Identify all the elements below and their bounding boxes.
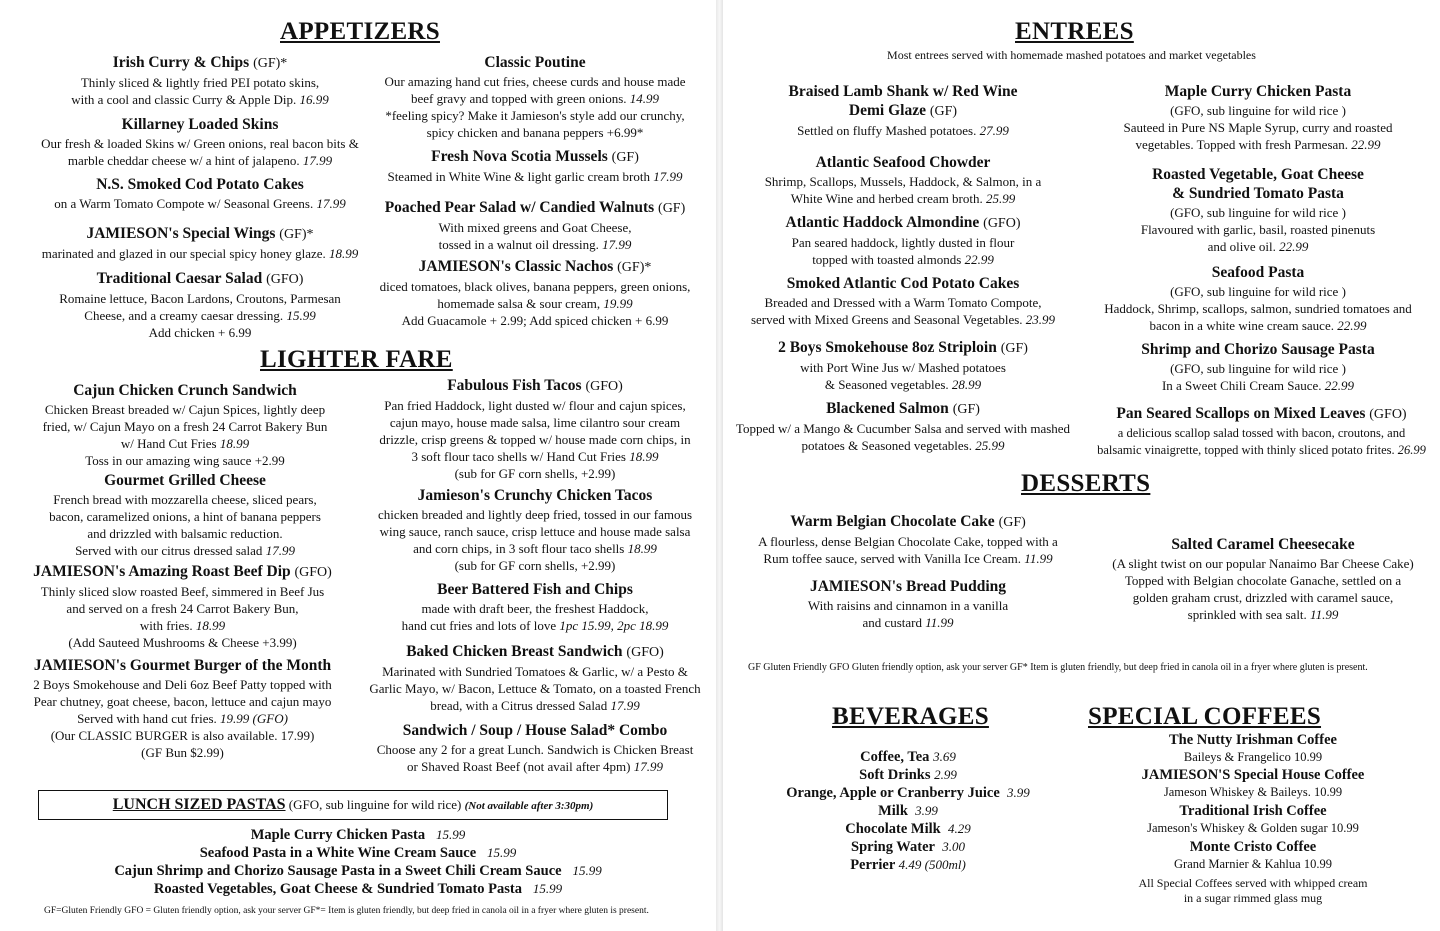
item-price: 16.99 <box>299 92 329 107</box>
item-name: N.S. Smoked Cod Potato Cakes <box>96 176 304 193</box>
item-price: 15.99 <box>286 308 316 323</box>
item-extra: Add chicken + 6.99 <box>148 325 252 340</box>
item-price: 26.99 <box>1397 443 1426 457</box>
item-name: Gourmet Grilled Cheese <box>104 472 266 489</box>
beverage-item: Perrier 4.49 (500ml) <box>850 857 966 873</box>
item-name: Shrimp and Chorizo Sausage Pasta <box>1141 341 1375 358</box>
item-price: 22.99 <box>964 252 994 267</box>
menu-item <box>360 53 710 141</box>
menu-item <box>10 381 360 469</box>
beverages-list <box>743 748 1073 874</box>
menu-item <box>723 213 1083 268</box>
item-desc: with Port Wine Jus w/ Mashed potatoes & Seasoned vegetables. <box>800 360 1006 392</box>
item-tag: (GF) <box>929 104 958 119</box>
item-desc: Our amazing hand cut fries, cheese curds and house made beef gravy and topped with green onions. <box>384 74 686 106</box>
item-price: 25.99 <box>986 191 1016 206</box>
item-name: JAMIESON's Special Wings <box>86 225 276 242</box>
item-name: Killarney Loaded Skins <box>121 116 279 133</box>
item-extra: (Add Sauteed Mushrooms & Cheese +3.99) <box>68 635 297 650</box>
item-price: 22.99 <box>1351 137 1381 152</box>
coffee-name: Traditional Irish Coffee <box>1179 803 1327 819</box>
item-price: 22.99 <box>1337 318 1367 333</box>
item-desc: Shrimp, Scallops, Mussels, Haddock, & Salmon, in a White Wine and herbed cream broth. <box>764 174 1042 206</box>
gluten-footnote: GF=Gluten Friendly GFO = Gluten friendly option, ask your server GF*= Item is gluten friendly, but deep fried in canola oil in a fryer where gluten is present. <box>44 906 649 916</box>
item-tag: (GF)* <box>617 260 652 275</box>
item-desc: chicken breaded and lightly deep fried, tossed in our famous wing sauce, ranch sauce, crisp lettuce and house made salsa and corn chips, in 3 soft flour taco shells <box>377 507 693 556</box>
item-tag: (GFO) <box>294 565 332 580</box>
item-name: Atlantic Seafood Chowder <box>815 154 991 171</box>
lunch-pasta-item: Maple Curry Chicken Pasta 15.99 <box>250 827 466 843</box>
item-name: Baked Chicken Breast Sandwich <box>406 643 623 660</box>
item-desc: Topped w/ a Mango & Cucumber Salsa and served with mashed potatoes & Seasoned vegetables. <box>735 421 1071 453</box>
item-desc: Thinly sliced slow roasted Beef, simmered in Beef Jus and served on a fresh 24 Carrot Bakery Bun, with fries. <box>40 584 325 633</box>
item-price: 17.99 <box>265 543 295 558</box>
menu-item <box>723 399 1083 454</box>
item-price: 23.99 <box>1025 312 1056 327</box>
item-desc: Breaded and Dressed with a Warm Tomato Compote, served with Mixed Greens and Seasonal Vegetables. <box>750 295 1042 327</box>
beverages-heading: BEVERAGES <box>832 703 989 730</box>
coffee-desc: Baileys & Frangelico 10.99 <box>1183 750 1323 764</box>
item-tag: (GF) <box>611 150 639 165</box>
menu-item <box>1083 340 1433 394</box>
lunch-pastas-note: (Not available after 3:30pm) <box>464 800 594 812</box>
lunch-pastas-list <box>0 826 716 898</box>
menu-item <box>360 486 710 574</box>
item-desc: 2 Boys Smokehouse and Deli 6oz Beef Patty topped with Pear chutney, goat cheese, bacon, lettuce and cajun mayo Served with hand cut fries. <box>33 677 332 726</box>
item-name: Classic Poutine <box>484 54 586 71</box>
menu-item <box>10 224 390 262</box>
item-name: 2 Boys Smokehouse 8oz Striploin <box>778 339 997 356</box>
lunch-pasta-item: Seafood Pasta in a White Wine Cream Sauce 15.99 <box>199 845 517 861</box>
item-name: Beer Battered Fish and Chips <box>437 581 633 598</box>
item-desc: a delicious scallop salad tossed with bacon, croutons, and balsamic vinaigrette, topped with thinly sliced potato frites. <box>1097 426 1406 457</box>
item-name: Jamieson's Crunchy Chicken Tacos <box>417 487 653 504</box>
item-name: Atlantic Haddock Almondine <box>785 214 980 231</box>
item-name: Traditional Caesar Salad <box>96 270 263 287</box>
item-desc: (GFO, sub linguine for wild rice ) Sauteed in Pure NS Maple Syrup, curry and roasted vegetables. Topped with fresh Parmesan. <box>1123 103 1393 152</box>
item-tag: (GF) <box>658 201 686 216</box>
menu-item <box>723 82 1083 139</box>
item-desc: Our fresh & loaded Skins w/ Green onions, real bacon bits & marble cheddar cheese w/ a hint of jalapeno. <box>41 136 359 168</box>
item-price: 19.99 <box>603 296 633 311</box>
item-tag: (GFO) <box>626 645 664 660</box>
menu-item <box>723 153 1083 207</box>
item-price: 17.99 <box>610 698 640 713</box>
item-name: Irish Curry & Chips <box>112 54 250 71</box>
coffee-desc: Grand Marnier & Kahlua 10.99 <box>1174 857 1332 871</box>
item-price: 17.99 <box>316 196 346 211</box>
item-price: 18.99 <box>195 618 226 633</box>
item-price: 28.99 <box>951 377 982 392</box>
menu-item <box>1083 263 1433 334</box>
item-price: 17.99 <box>602 237 632 252</box>
item-name: Braised Lamb Shank w/ Red Wine Demi Glaze <box>788 83 1018 119</box>
menu-item <box>355 642 715 714</box>
item-desc: Choose any 2 for a great Lunch. Sandwich is Chicken Breast or Shaved Roast Beef (not avail after 4pm) <box>376 742 694 774</box>
lunch-pastas-banner <box>38 790 668 820</box>
coffee-name: Monte Cristo Coffee <box>1189 839 1317 855</box>
menu-item <box>355 257 715 329</box>
item-desc: diced tomatoes, black olives, banana peppers, green onions, homemade salsa & sour cream, <box>379 279 691 311</box>
item-price: 17.99 <box>653 169 683 184</box>
gluten-footnote: GF Gluten Friendly GFO Gluten friendly option, ask your server GF* Item is gluten friendly, but deep fried in canola oil in a fryer where gluten is present. <box>748 662 1368 673</box>
menu-item <box>10 471 360 559</box>
coffee-desc: Jameson's Whiskey & Golden sugar 10.99 <box>1147 821 1359 835</box>
beverage-item: Coffee, Tea 3.69 <box>860 749 956 765</box>
menu-item <box>5 656 360 761</box>
menu-item <box>733 577 1083 631</box>
item-desc: French bread with mozzarella cheese, sliced pears, bacon, caramelized onions, a hint of banana peppers and drizzled with balsamic reduction. Served with our citrus dressed salad <box>49 492 321 558</box>
item-extra: Toss in our amazing wing sauce +2.99 <box>85 453 285 468</box>
item-name: Roasted Vegetable, Goat Cheese & Sundried Tomato Pasta <box>1152 166 1364 202</box>
coffee-desc: Jameson Whiskey & Baileys. 10.99 <box>1163 785 1343 799</box>
item-price: 17.99 <box>633 759 663 774</box>
menu-item <box>1083 82 1433 153</box>
item-price: 19.99 (GFO) <box>220 711 288 726</box>
left-menu-page <box>0 0 716 931</box>
page-fold <box>716 0 723 931</box>
item-desc: made with draft beer, the freshest Haddock, hand cut fries and lots of love <box>401 601 649 633</box>
menu-item <box>733 512 1083 567</box>
menu-item <box>1083 404 1440 459</box>
item-price: 11.99 <box>925 615 954 630</box>
menu-item <box>1093 535 1433 623</box>
item-name: Pan Seared Scallops on Mixed Leaves <box>1116 405 1366 422</box>
menu-item <box>360 376 710 482</box>
beverage-item: Milk 3.99 <box>878 803 938 819</box>
item-name: JAMIESON's Bread Pudding <box>809 578 1007 595</box>
item-desc: (GFO, sub linguine for wild rice ) Flavoured with garlic, basil, roasted pinenuts and olive oil. <box>1140 205 1376 254</box>
item-name: JAMIESON's Amazing Roast Beef Dip <box>33 563 291 580</box>
item-name: Seafood Pasta <box>1211 264 1305 281</box>
item-name: JAMIESON's Gourmet Burger of the Month <box>33 657 332 674</box>
item-price: 25.99 <box>975 438 1005 453</box>
item-price: 18.99 <box>219 436 250 451</box>
appetizers-heading: APPETIZERS <box>280 18 440 45</box>
item-desc: (A slight twist on our popular Nanaimo Bar Cheese Cake) Topped with Belgian chocolate Ganache, settled on a golden graham crust, drizzled with caramel sauce, sprinkled with sea salt. <box>1112 556 1414 622</box>
item-name: Blackened Salmon <box>826 400 949 417</box>
item-tag: (GF) <box>998 515 1026 530</box>
menu-item <box>5 562 360 651</box>
item-name: Salted Caramel Cheesecake <box>1171 536 1355 553</box>
menu-item <box>355 147 715 185</box>
item-name: Poached Pear Salad w/ Candied Walnuts <box>384 199 655 216</box>
item-price: 14.99 <box>629 91 660 106</box>
item-desc: on a Warm Tomato Compote w/ Seasonal Greens. <box>54 196 314 211</box>
coffees-note: All Special Coffees served with whipped cream in a sugar rimmed glass mug <box>1138 876 1368 905</box>
menu-item <box>10 175 390 212</box>
lighter-fare-heading: LIGHTER FARE <box>260 346 453 373</box>
item-name: Maple Curry Chicken Pasta <box>1164 83 1352 100</box>
coffee-name: JAMIESON'S Special House Coffee <box>1141 767 1365 783</box>
beverage-item: Chocolate Milk 4.29 <box>845 821 971 837</box>
item-extra: Add Guacamole + 2.99; Add spiced chicken + 6.99 <box>401 313 669 328</box>
item-desc: Chicken Breast breaded w/ Cajun Spices, lightly deep fried, w/ Cajun Mayo on a fresh 24 Carrot Bakery Bun w/ Hand Cut Fries <box>42 402 328 451</box>
item-tag: (GFO) <box>983 216 1021 231</box>
lunch-pastas-title: LUNCH SIZED PASTAS <box>112 796 286 813</box>
item-extra: (sub for GF corn shells, +2.99) <box>454 466 616 481</box>
item-name: Sandwich / Soup / House Salad* Combo <box>402 722 668 739</box>
item-price: 1pc 15.99, 2pc 18.99 <box>559 618 669 633</box>
entrees-heading: ENTREES <box>1015 18 1134 45</box>
lunch-pasta-item: Cajun Shrimp and Chorizo Sausage Pasta in a Sweet Chili Cream Sauce 15.99 <box>114 863 602 879</box>
item-extra: (sub for GF corn shells, +2.99) <box>454 558 616 573</box>
beverage-item: Soft Drinks 2.99 <box>859 767 957 783</box>
right-menu-page <box>723 0 1440 931</box>
menu-item <box>723 274 1083 328</box>
desserts-heading: DESSERTS <box>1021 470 1151 497</box>
item-tag: (GF)* <box>279 227 314 242</box>
item-desc: A flourless, dense Belgian Chocolate Cake, topped with a Rum toffee sauce, served with Vanilla Ice Cream. <box>758 534 1058 566</box>
item-desc: Pan seared haddock, lightly dusted in flour topped with toasted almonds <box>791 235 1015 267</box>
item-price: 27.99 <box>979 123 1009 138</box>
item-price: 18.99 <box>329 246 359 261</box>
item-extra: (Our CLASSIC BURGER is also available. 17.99) (GF Bun $2.99) <box>50 728 315 760</box>
item-desc: Pan fried Haddock, light dusted w/ flour and cajun spices, cajun mayo, house made salsa, lime cilantro sour cream drizzle, crisp greens & topped w/ house made corn chips, in 3 soft flour taco shells w/ Hand Cut Fries <box>379 398 691 464</box>
item-desc: Marinated with Sundried Tomatoes & Garlic, w/ a Pesto & Garlic Mayo, w/ Bacon, Lettuce & Tomato, on a toasted French bread, with a Citrus dressed Salad <box>369 664 701 713</box>
lunch-pasta-item: Roasted Vegetables, Goat Cheese & Sundried Tomato Pasta 15.99 <box>153 881 563 897</box>
item-desc: marinated and glazed in our special spicy honey glaze. <box>41 246 326 261</box>
menu-item <box>355 721 715 775</box>
beverage-item: Orange, Apple or Cranberry Juice 3.99 <box>786 785 1030 801</box>
item-price: 22.99 <box>1279 239 1309 254</box>
item-desc: (GFO, sub linguine for wild rice ) Haddock, Shrimp, scallops, salmon, sundried tomatoes and bacon in a white wine cream sauce. <box>1104 284 1412 333</box>
item-name: Fabulous Fish Tacos <box>447 377 582 394</box>
item-price: 18.99 <box>629 449 659 464</box>
item-desc: Romaine lettuce, Bacon Lardons, Croutons, Parmesan Cheese, and a creamy caesar dressing. <box>59 291 341 323</box>
item-price: 18.99 <box>627 541 657 556</box>
entrees-subtitle: Most entrees served with homemade mashed potatoes and market vegetables <box>887 48 1256 62</box>
item-name: Cajun Chicken Crunch Sandwich <box>73 382 297 399</box>
item-tag: (GFO) <box>585 379 623 394</box>
item-desc: Settled on fluffy Mashed potatoes. <box>797 123 977 138</box>
menu-item <box>355 198 715 253</box>
menu-item <box>723 338 1083 393</box>
item-name: JAMIESON's Classic Nachos <box>418 258 614 275</box>
lunch-pastas-sub: (GFO, sub linguine for wild rice) <box>288 797 462 812</box>
menu-item <box>1083 165 1433 255</box>
beverage-item: Spring Water 3.00 <box>851 839 965 855</box>
item-extra: *feeling spicy? Make it Jamieson's style add our crunchy, spicy chicken and banana peppers +6.99* <box>385 108 685 140</box>
item-price: 11.99 <box>1310 607 1339 622</box>
menu-item <box>20 53 380 108</box>
item-name: Smoked Atlantic Cod Potato Cakes <box>786 275 1020 292</box>
item-name: Warm Belgian Chocolate Cake <box>790 513 995 530</box>
item-price: 11.99 <box>1024 551 1053 566</box>
item-tag: (GF) <box>1000 341 1028 356</box>
item-tag: (GFO) <box>266 272 304 287</box>
item-desc: Thinly sliced & lightly fried PEI potato skins, with a cool and classic Curry & Apple Dip. <box>71 75 320 107</box>
item-desc: With raisins and cinnamon in a vanilla and custard <box>807 598 1009 630</box>
coffee-name: The Nutty Irishman Coffee <box>1169 732 1337 748</box>
special-coffees-list <box>1083 732 1423 906</box>
menu-item <box>10 115 390 169</box>
item-tag: (GF)* <box>253 56 288 71</box>
menu-item <box>360 580 710 634</box>
item-desc: (GFO, sub linguine for wild rice ) In a Sweet Chili Cream Sauce. <box>1161 361 1346 393</box>
item-tag: (GF) <box>952 402 980 417</box>
item-tag: (GFO) <box>1369 407 1407 422</box>
item-desc: Steamed in White Wine & light garlic cream broth <box>387 169 651 184</box>
special-coffees-heading: SPECIAL COFFEES <box>1088 703 1322 730</box>
item-price: 17.99 <box>302 153 333 168</box>
menu-item <box>10 269 390 341</box>
item-desc: With mixed greens and Goat Cheese, tossed in a walnut oil dressing. <box>438 220 632 252</box>
item-name: Fresh Nova Scotia Mussels <box>431 148 608 165</box>
item-price: 22.99 <box>1324 378 1355 393</box>
